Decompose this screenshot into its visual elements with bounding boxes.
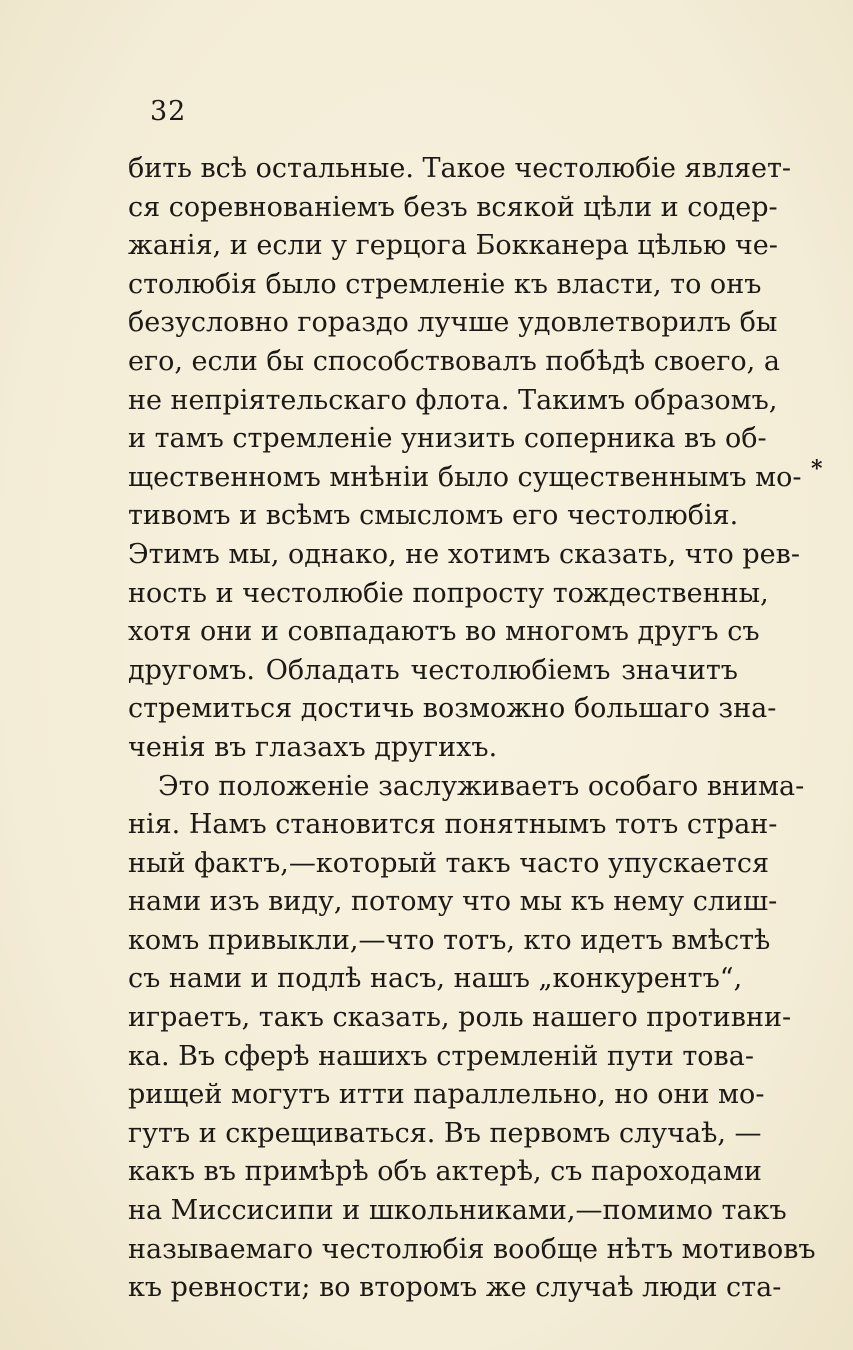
text-line: комъ привыкли,—что тотъ, кто идетъ вмѣстѣ [128, 924, 771, 956]
text-line: ченія въ глазахъ другихъ. [128, 731, 498, 763]
text-line: безусловно гораздо лучше удовлетворилъ бы [128, 307, 778, 339]
text-line: Этимъ мы, однако, не хотимъ сказать, что рев- [128, 538, 800, 570]
text-line: называемаго честолюбія вообще нѣтъ мотивовъ [128, 1233, 816, 1265]
text-line: съ нами и подлѣ насъ, нашъ „конкурентъ“, [128, 963, 743, 995]
text-line: жанія, и если у герцога Бокканера цѣлью че- [128, 230, 778, 262]
text-line: его, если бы способствовалъ побѣдѣ своего, а [128, 345, 780, 377]
text-line: не непріятельскаго флота. Такимъ образомъ, [128, 384, 778, 416]
text-line: ся соревнованіемъ безъ всякой цѣли и содер- [128, 191, 778, 223]
text-line: гутъ и скрещиваться. Въ первомъ случаѣ, — [128, 1117, 762, 1149]
text-line: нами изъ виду, потому что мы къ нему слиш- [128, 886, 778, 918]
text-line: и тамъ стремленіе унизить соперника въ об- [128, 423, 767, 455]
text-line: тивомъ и всѣмъ смысломъ его честолюбія. [128, 500, 739, 532]
page-number: 32 [150, 96, 187, 127]
text-line: нія. Намъ становится понятнымъ тотъ стран- [128, 809, 778, 841]
text-line: Это положеніе заслуживаетъ особаго внима- [158, 770, 805, 802]
text-line: къ ревности; во второмъ же случаѣ люди ста- [128, 1272, 782, 1304]
text-line: ный фактъ,—который такъ часто упускается [128, 847, 769, 879]
text-line: стремиться достичь возможно большаго зна- [128, 693, 777, 725]
margin-mark: * [811, 456, 823, 482]
text-line: бить всѣ остальные. Такое честолюбіе являет- [128, 153, 792, 184]
text-line: ка. Въ сферѣ нашихъ стремленій пути това- [128, 1040, 754, 1072]
text-line: играетъ, такъ сказать, роль нашего противни- [128, 1002, 792, 1034]
text-line: хотя они и совпадаютъ во многомъ другъ съ [128, 616, 760, 648]
text-line: рищей могутъ итти параллельно, но они мо- [128, 1079, 765, 1111]
paragraph-1 [128, 150, 802, 768]
text-line: столюбія было стремленіе къ власти, то онъ [128, 268, 762, 300]
text-line: ность и честолюбіе попросту тождественны, [128, 577, 769, 609]
text-line: на Миссисипи и школьниками,—помимо такъ [128, 1195, 787, 1227]
text-line: щественномъ мнѣніи было существеннымъ мо- [128, 461, 802, 493]
body-text [128, 150, 816, 1308]
text-line: другомъ. Обладать честолюбіемъ значитъ [128, 654, 738, 686]
paragraph-2 [128, 768, 816, 1308]
text-line: какъ въ примѣрѣ объ актерѣ, съ пароходами [128, 1156, 762, 1188]
